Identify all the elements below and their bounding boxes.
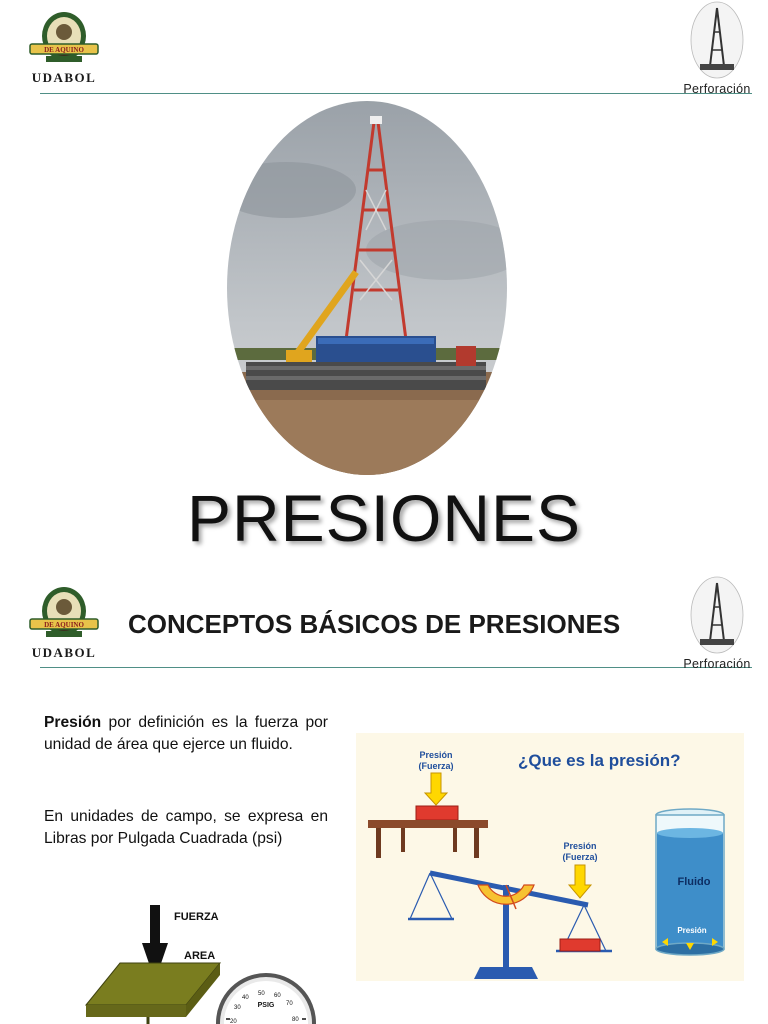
perforacion-logo: [672, 0, 762, 96]
table-force-label-1: Presión: [419, 750, 453, 760]
perforacion-logo-text: Perforación: [683, 82, 751, 96]
svg-text:DE AQUINO: DE AQUINO: [44, 621, 84, 629]
udabol-crest-icon: [24, 583, 104, 643]
table-force-label-2: (Fuerza): [418, 761, 454, 771]
svg-text:DE AQUINO: DE AQUINO: [44, 46, 84, 54]
scale-force-label-2: (Fuerza): [562, 852, 598, 862]
gauge-unit: PSIG: [257, 1002, 275, 1009]
pressure-gauge: [218, 975, 314, 1024]
pressure-illustration: [356, 733, 744, 981]
gauge-tick-70: 70: [286, 1001, 293, 1007]
fluid-label: Fluido: [677, 876, 711, 888]
drilling-rig-icon: [672, 0, 762, 80]
drilling-rig-photo: [226, 100, 508, 476]
udabol-logo-text: UDABOL: [31, 70, 97, 85]
header-rule: [40, 93, 752, 94]
scale-force-arrow-icon: [569, 865, 591, 898]
udabol-crest-icon: [24, 8, 104, 68]
table-top: [368, 820, 488, 828]
udabol-logo-text: UDABOL: [31, 645, 97, 660]
perforacion-logo-text: Perforación: [683, 657, 751, 671]
area-label: AREA: [184, 950, 216, 962]
gauge-tick-30: 30: [234, 1005, 241, 1011]
header-rule: [40, 667, 752, 668]
udabol-logo: [24, 8, 104, 86]
main-title: PRESIONES: [186, 481, 582, 555]
drilling-rig-icon: [672, 575, 762, 655]
gauge-tick-20: 20: [230, 1019, 237, 1024]
gauge-tick-50: 50: [258, 991, 265, 997]
table-force-arrow-icon: [425, 773, 447, 805]
force-area-diagram: [80, 895, 330, 1024]
udabol-logo: [24, 583, 104, 661]
concepts-slide: [0, 575, 768, 1024]
definition-text: por definición es la fuerza por unidad de área que ejerce un fluido.: [44, 714, 328, 753]
gauge-tick-40: 40: [242, 995, 249, 1001]
illustration-heading: ¿Que es la presión?: [518, 751, 681, 770]
perforacion-logo: [672, 575, 762, 671]
table-block: [416, 806, 458, 820]
definition-term: Presión: [44, 714, 102, 731]
definition-paragraph: [44, 712, 328, 756]
slide-title: CONCEPTOS BÁSICOS DE PRESIONES: [128, 609, 621, 639]
gauge-tick-60: 60: [274, 993, 281, 999]
force-arrow-shaft: [150, 905, 160, 945]
fluid-pressure-label: Presión: [677, 926, 707, 935]
force-label: FUERZA: [174, 911, 219, 923]
scale-force-label-1: Presión: [563, 841, 597, 851]
gauge-tick-80: 80: [292, 1017, 299, 1023]
units-paragraph: En unidades de campo, se expresa en Libras por Pulgada Cuadrada (psi): [44, 808, 328, 847]
